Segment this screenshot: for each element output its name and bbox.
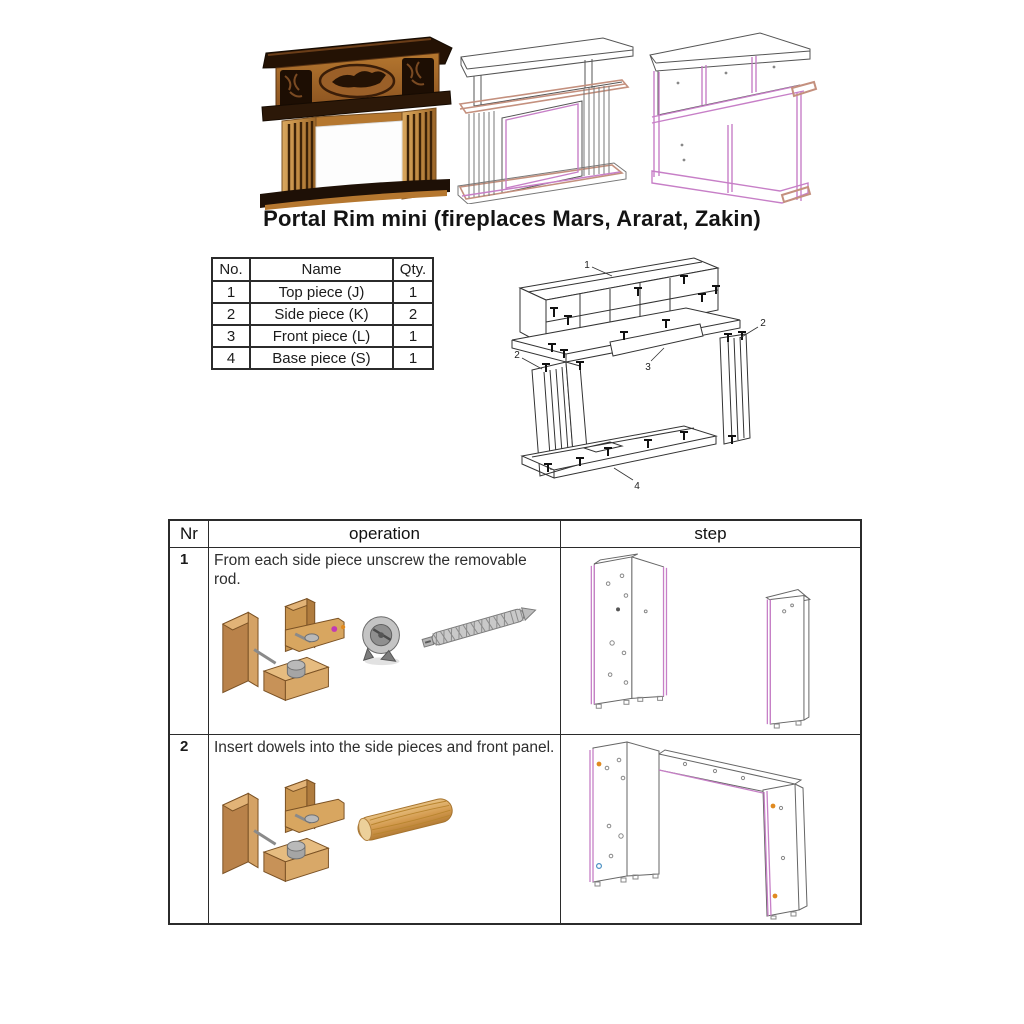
steps-header-step: step	[561, 521, 860, 548]
part-qty: 1	[394, 326, 434, 348]
parts-table	[211, 257, 434, 370]
part-no: 2	[213, 304, 251, 326]
cam-lock-icon	[351, 610, 415, 668]
step-operation-cell	[209, 735, 561, 923]
fireplace-photo	[252, 24, 458, 210]
part-qty: 2	[394, 304, 434, 326]
front-line-drawing	[452, 26, 644, 204]
exploded-view-diagram	[488, 250, 810, 500]
exploded-label-right-side: 2	[760, 318, 766, 329]
side-pieces-step-diagram	[565, 552, 855, 730]
part-no: 3	[213, 326, 251, 348]
part-qty: 1	[394, 348, 434, 370]
step-number: 2	[170, 735, 209, 923]
dowel-screw-icon	[417, 596, 543, 658]
part-name: Side piece (K)	[251, 304, 394, 326]
page-title: Portal Rim mini (fireplaces Mars, Ararat, Zakin)	[263, 206, 761, 231]
parts-header-name: Name	[251, 259, 394, 282]
steps-header-nr: Nr	[170, 521, 209, 548]
part-name: Front piece (L)	[251, 326, 394, 348]
steps-header-operation: operation	[209, 521, 561, 548]
cam-bolt-joint-illustration	[215, 594, 347, 708]
step-operation-cell	[209, 548, 561, 735]
step-number: 1	[170, 548, 209, 735]
exploded-label-left-side: 2	[514, 350, 520, 361]
exploded-label-top: 1	[584, 260, 590, 271]
exploded-label-front: 3	[645, 362, 651, 373]
parts-header-no: No.	[213, 259, 251, 282]
step-diagram-cell	[561, 548, 860, 735]
wood-dowel-icon	[349, 787, 465, 851]
part-name: Top piece (J)	[251, 282, 394, 304]
cam-bolt-joint-illustration	[215, 775, 347, 889]
step-operation-text: From each side piece unscrew the removable rod.	[214, 552, 527, 589]
part-name: Base piece (S)	[251, 348, 394, 370]
back-line-drawing	[642, 25, 820, 213]
steps-table	[168, 519, 862, 925]
part-qty: 1	[394, 282, 434, 304]
step-operation-text: Insert dowels into the side pieces and front panel.	[214, 739, 555, 756]
exploded-label-base: 4	[634, 481, 640, 492]
part-no: 4	[213, 348, 251, 370]
part-no: 1	[213, 282, 251, 304]
frame-step-diagram	[565, 738, 855, 920]
step-diagram-cell	[561, 735, 860, 923]
parts-header-qty: Qty.	[394, 259, 434, 282]
